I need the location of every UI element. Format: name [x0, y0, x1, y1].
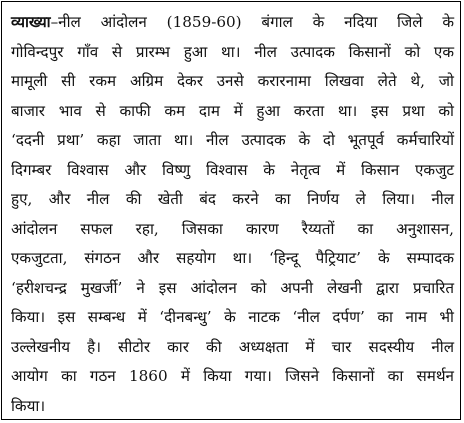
passage-line-9: एकजुटता, संगठन और सहयोग था। ‘हिन्दू पैट्रियाट’ के सम्पादक [11, 249, 454, 267]
passage-line-4: बाजार भाव से काफी कम दाम में हुआ करता था। इस प्रथा को [11, 101, 454, 120]
passage-line-6: दिगम्बर विश्वास और विष्णु विश्वास के नेतृत्व में किसान एकजुट [11, 160, 454, 179]
passage-line-7: हुए, और नील की खेती बंद करने का निर्णय ले लिया। नील [11, 190, 454, 208]
passage-line-10: ‘हरीशचन्द्र मुखर्जी’ ने इस आंदोलन को अपनी लेखनी द्वारा प्रचारित [11, 278, 454, 297]
passage-line-3: मामूली सी रकम अग्रिम देकर उनसे करारनामा लिखवा लेते थे, जो [11, 72, 454, 90]
passage-line-12: उल्लेखनीय है। सीटोर कार की अध्यक्षता में चार सदस्यीय नील [11, 337, 454, 356]
passage-paragraph [11, 8, 454, 421]
passage-line-11: किया। इस सम्बन्ध में ‘दीनबन्धु’ के नाटक ‘नील दर्पण’ का नाम भी [11, 308, 454, 326]
text-box [1, 1, 461, 420]
passage-line-13: आयोग का गठन 1860 में किया गया। जिसने किसानों का समर्थन [11, 367, 454, 385]
passage-line-1-text: –नील आंदोलन (1859-60) बंगाल के नदिया जिले के [50, 13, 454, 31]
passage-line-14: किया। [11, 396, 46, 415]
passage-line-5: ‘ददनी प्रथा’ कहा जाता था। नील उत्पादक के दो भूतपूर्व कर्मचारियों [11, 131, 454, 149]
term-heading: व्याख्या [11, 13, 51, 31]
passage-line-2: गोविन्दपुर गाँव से प्रारम्भ हुआ था। नील उत्पादक किसानों को एक [11, 42, 454, 61]
passage-line-8: आंदोलन सफल रहा, जिसका कारण रैय्यतों का अनुशासन, [11, 219, 454, 238]
passage-line-1 [11, 8, 454, 38]
